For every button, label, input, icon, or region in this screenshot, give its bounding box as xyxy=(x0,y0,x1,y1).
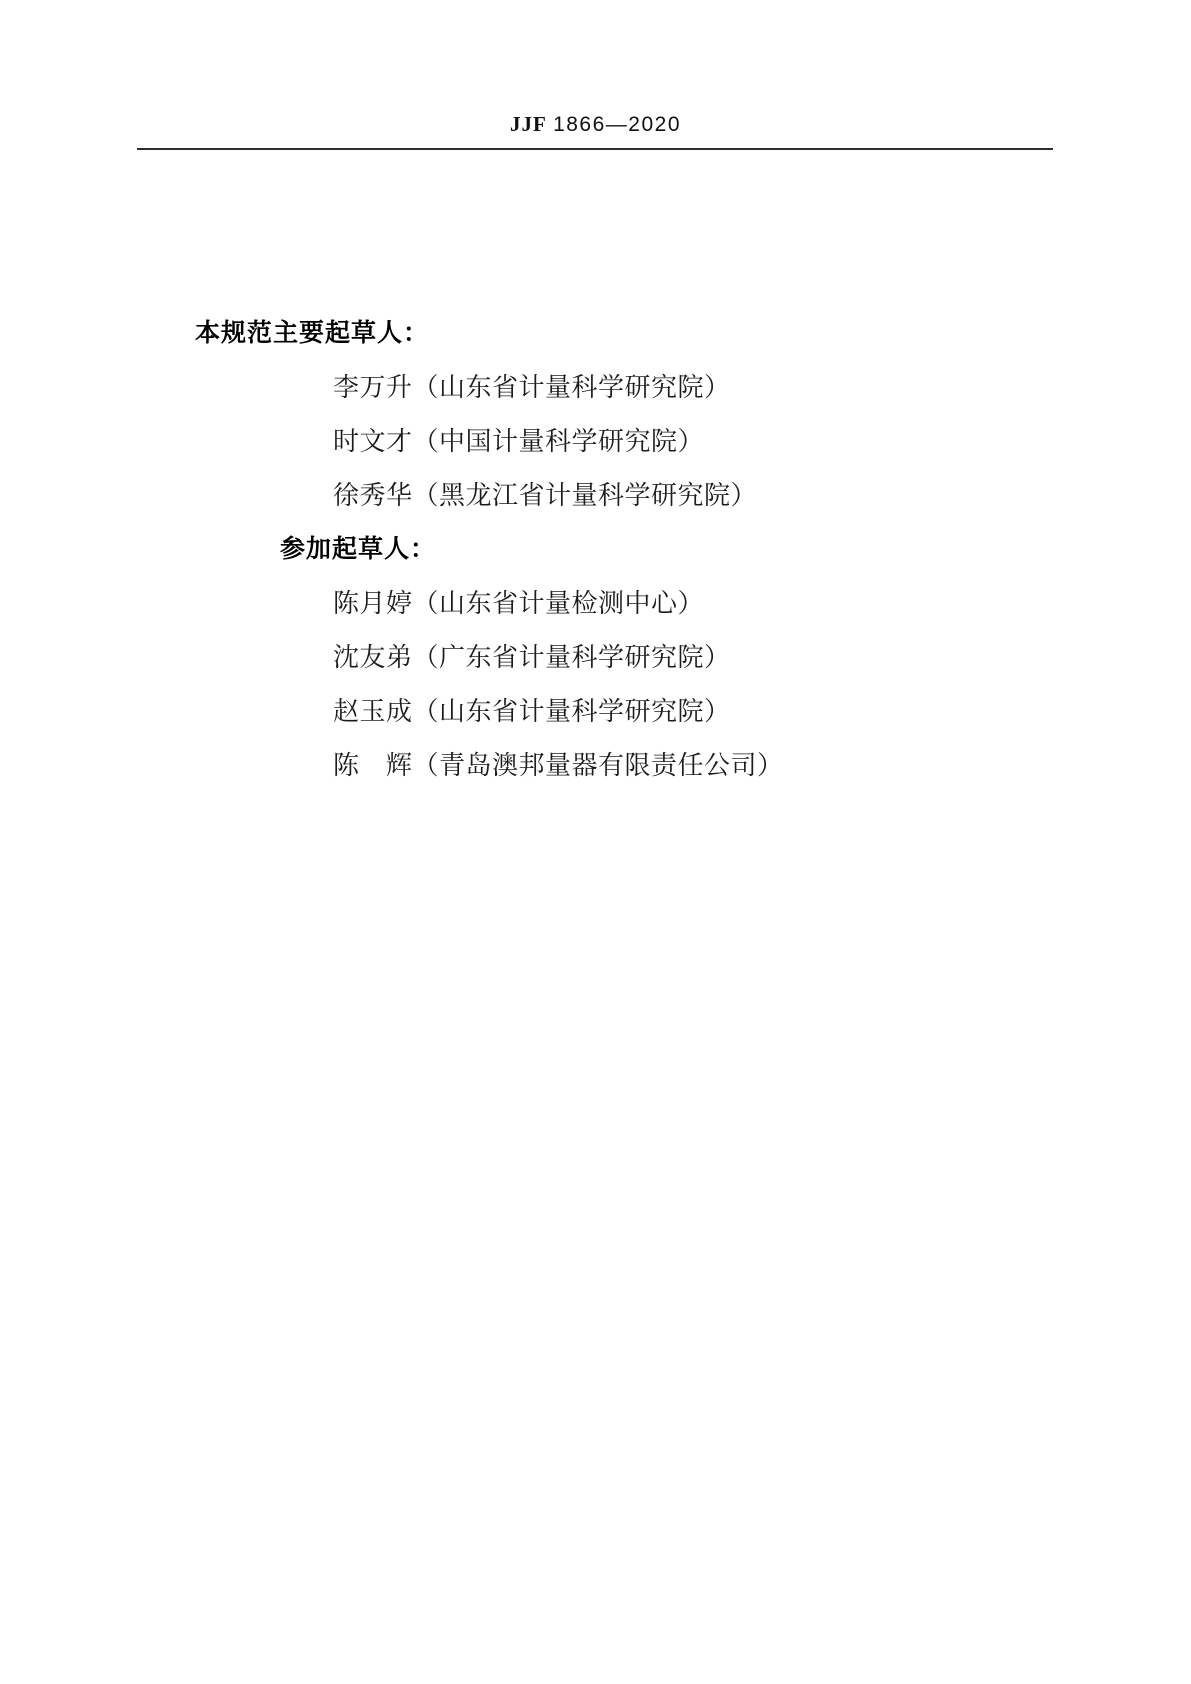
main-drafters-heading: 本规范主要起草人： xyxy=(195,319,430,347)
standard-code-prefix: JJF xyxy=(509,112,547,136)
drafter-line: 徐秀华（黑龙江省计量科学研究院） xyxy=(333,480,758,510)
drafter-line: 李万升（山东省计量科学研究院） xyxy=(333,372,731,402)
participant-line: 陈月婷（山东省计量检测中心） xyxy=(333,588,705,618)
page-header-standard-code xyxy=(0,112,1191,137)
header-rule xyxy=(137,148,1053,150)
participant-line: 赵玉成（山东省计量科学研究院） xyxy=(333,696,731,726)
document-body xyxy=(0,304,1191,790)
standard-code-number: 1866—2020 xyxy=(553,113,681,136)
participant-line: 陈 辉（青岛澳邦量器有限责任公司） xyxy=(333,750,784,780)
drafter-line: 时文才（中国计量科学研究院） xyxy=(333,426,705,456)
participant-line: 沈友弟（广东省计量科学研究院） xyxy=(333,642,731,672)
participants-heading: 参加起草人： xyxy=(280,535,437,563)
